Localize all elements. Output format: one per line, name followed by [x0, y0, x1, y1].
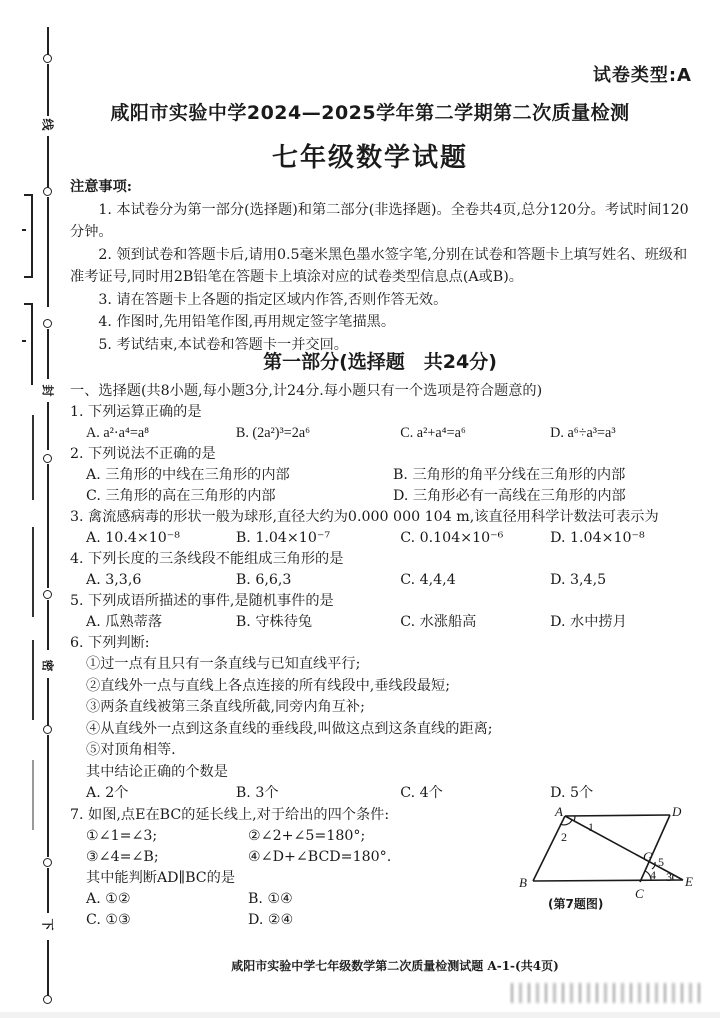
option-c: C. 水涨船高 — [400, 614, 477, 630]
option-row — [70, 465, 700, 486]
binding-hole — [43, 187, 52, 196]
option-row — [70, 910, 510, 931]
option-c: C. 4个 — [400, 785, 443, 801]
statement: ⑤对顶角相等. — [86, 742, 176, 758]
binding-label-feng: 封 — [40, 384, 55, 397]
binding-guide-line — [32, 760, 34, 830]
question-stem: 2. 下列说法不正确的是 — [70, 446, 216, 462]
binding-hole — [43, 858, 52, 867]
binding-line — [47, 197, 49, 307]
section-heading: 一、选择题(共8小题,每小题3分,计24分.每小题只有一个选项是符合题意的) — [70, 383, 543, 399]
question-list — [70, 380, 700, 804]
binding-line — [47, 735, 49, 857]
condition-2: ②∠2+∠5=180°; — [248, 828, 366, 844]
option-c: C. 4,4,4 — [400, 572, 456, 588]
binding-bracket-tick — [22, 229, 26, 231]
binding-guide-line — [32, 640, 34, 720]
question-ask: 其中能判断AD∥BC的是 — [86, 870, 236, 886]
option-d: D. 3,4,5 — [550, 572, 607, 588]
statement: ②直线外一点与直线上各点连接的所有线段中,垂线段最短; — [86, 677, 450, 694]
binding-label-xian: 线 — [40, 118, 55, 131]
binding-line — [47, 868, 49, 913]
statement: ③两条直线被第三条直线所截,同旁内角互补; — [86, 699, 365, 715]
option-row — [70, 528, 700, 549]
binding-line — [47, 27, 49, 55]
option-row — [70, 889, 510, 910]
note-item: 4. 作图时,先用铅笔作图,再用规定签字笔描黑。 — [98, 314, 396, 330]
point-a-label: A — [555, 804, 563, 819]
part-one-title: 第一部分(选择题 共24分) — [263, 351, 497, 373]
question-stem: 5. 下列成语所描述的事件,是随机事件的是 — [70, 593, 334, 609]
point-d-label: D — [672, 804, 682, 819]
binding-guide-line — [32, 415, 34, 500]
paper-type-label: 试卷类型:A — [592, 65, 692, 86]
option-d: D. 1.04×10⁻⁸ — [550, 530, 645, 546]
angle-4-label: 4 — [650, 868, 656, 882]
question-stem: 4. 下列长度的三条线段不能组成三角形的是 — [70, 551, 344, 567]
option-row — [70, 423, 700, 444]
notes-title: 注意事项: — [70, 179, 132, 195]
note-item: 3. 请在答题卡上各题的指定区域内作答,否则作答无效。 — [98, 291, 448, 308]
option-b: B. ①④ — [248, 891, 293, 907]
option-a: A. 三角形的中线在三角形的内部 — [86, 467, 290, 483]
option-b: B. 3个 — [235, 785, 279, 801]
binding-label-mi: 密 — [40, 659, 55, 672]
point-b-label: B — [519, 875, 527, 890]
binding-label-xia: 下 — [40, 918, 55, 931]
option-b: B. 1.04×10⁻⁷ — [235, 530, 331, 546]
option-row — [70, 486, 700, 507]
page-bottom-edge — [0, 1012, 720, 1018]
option-a: A. a²·a⁴=a⁸ — [86, 425, 150, 441]
question-ask: 其中结论正确的个数是 — [86, 763, 228, 780]
option-d: D. a⁶÷a³=a³ — [550, 425, 616, 441]
angle-2-label: 2 — [561, 830, 567, 844]
option-b: B. (2a²)³=2a⁶ — [235, 425, 311, 441]
condition-row — [70, 826, 510, 847]
statement: ①过一点有且只有一条直线与已知直线平行; — [86, 656, 361, 672]
figure-caption: (第7题图) — [548, 897, 604, 911]
question-7 — [70, 805, 510, 931]
option-c: C. 0.104×10⁻⁶ — [400, 530, 504, 546]
note-item: 5. 考试结束,本试卷和答题卡一并交回。 — [98, 336, 348, 353]
question-stem: 1. 下列运算正确的是 — [70, 404, 202, 420]
option-c: C. 三角形的高在三角形的内部 — [86, 488, 276, 504]
binding-hole — [43, 590, 52, 599]
binding-line — [47, 600, 49, 650]
binding-line — [47, 678, 49, 726]
binding-guide-line — [32, 527, 34, 617]
angle-1-label: 1 — [588, 820, 594, 834]
binding-hole — [43, 54, 52, 63]
binding-hole — [43, 995, 52, 1004]
note-item: 2. 领到试卷和答题卡后,请用0.5毫米黑色墨水签字笔,分别在试卷和答题卡上填写姓名、班级和准考证号,同时用2B铅笔在答题卡上填涂对应的试卷类型信息点(A或B)。 — [70, 246, 688, 285]
option-a: A. 瓜熟蒂落 — [86, 614, 163, 630]
point-e-label: E — [685, 874, 693, 889]
point-c-label: C — [635, 886, 644, 901]
scan-artifact — [505, 983, 705, 1003]
geometry-figure — [515, 804, 695, 914]
condition-3: ③∠4=∠B; — [86, 849, 159, 865]
question-stem: 6. 下列判断: — [70, 635, 150, 651]
page-footer: 咸阳市实验中学七年级数学第二次质量检测试题 A-1-(共4页) — [231, 959, 559, 973]
option-row — [70, 612, 700, 633]
condition-4: ④∠D+∠BCD=180°. — [248, 849, 392, 865]
option-d: D. 水中捞月 — [550, 614, 627, 630]
condition-1: ①∠1=∠3; — [86, 828, 158, 844]
binding-line — [47, 402, 49, 450]
question-stem: 7. 如图,点E在BC的延长线上,对于给出的四个条件: — [70, 807, 390, 823]
exam-notes — [70, 176, 700, 356]
option-b: B. 三角形的角平分线在三角形的内部 — [393, 467, 626, 483]
option-c: C. a²+a⁴=a⁶ — [400, 425, 466, 441]
binding-hole — [43, 454, 52, 463]
exam-title: 咸阳市实验中学2024—2025学年第二学期第二次质量检测 — [110, 102, 630, 124]
point-g-label: G — [643, 849, 653, 864]
option-d: D. 5个 — [550, 785, 594, 801]
option-b: B. 守株待兔 — [235, 614, 313, 630]
option-a: A. 2个 — [86, 785, 129, 801]
option-d: D. 三角形必有一高线在三角形的内部 — [393, 488, 626, 504]
question-stem: 3. 禽流感病毒的形状一般为球形,直径大约为0.000 000 104 m,该直径用科学计数法可表示为 — [70, 509, 659, 525]
binding-bracket — [24, 194, 33, 278]
statement: ④从直线外一点到这条直线的垂线段,叫做这点到这条直线的距离; — [86, 720, 493, 737]
condition-row — [70, 847, 510, 868]
option-b: B. 6,6,3 — [235, 572, 292, 588]
binding-hole — [43, 725, 52, 734]
option-d: D. ②④ — [248, 912, 294, 928]
angle-5-label: 5 — [658, 855, 664, 869]
binding-hole — [43, 319, 52, 328]
option-a: A. 10.4×10⁻⁸ — [86, 530, 180, 546]
option-c: C. ①③ — [86, 912, 131, 928]
binding-bracket-tick — [22, 340, 26, 342]
note-item: 1. 本试卷分为第一部分(选择题)和第二部分(非选择题)。全卷共4页,总分120分。考试时间120分钟。 — [70, 201, 689, 240]
exam-subtitle: 七年级数学试题 — [271, 143, 468, 173]
angle-3-label: 3 — [666, 870, 672, 884]
option-row — [70, 783, 700, 804]
option-row — [70, 570, 700, 591]
option-a: A. ①② — [86, 891, 131, 907]
binding-line — [47, 464, 49, 588]
option-a: A. 3,3,6 — [86, 572, 142, 588]
